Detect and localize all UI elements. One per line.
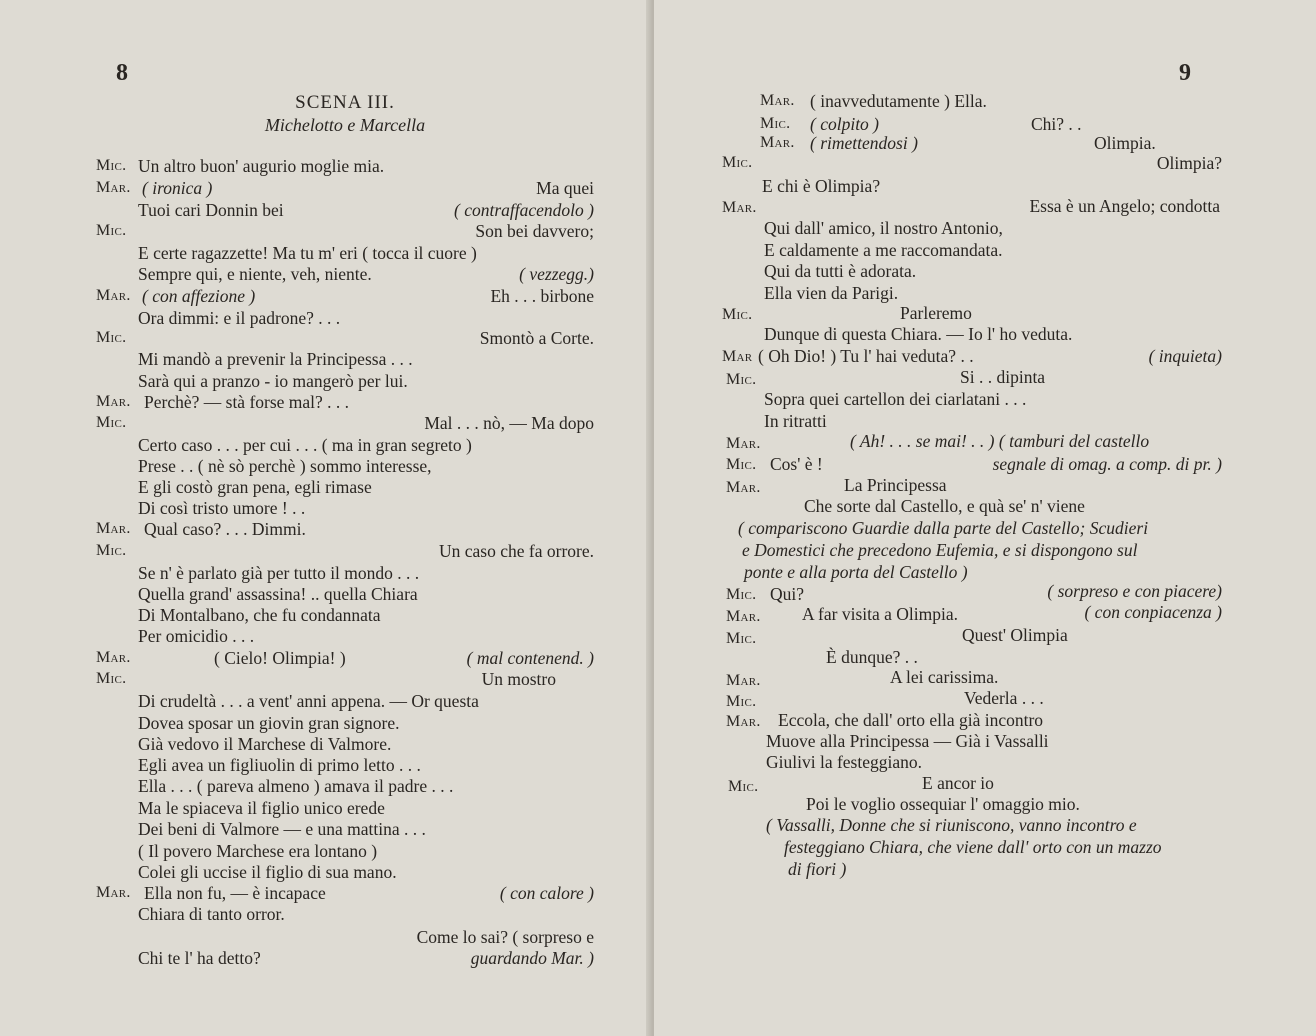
stage-direction: ( con conpiacenza ) xyxy=(1084,602,1222,622)
verse-line: In ritratti xyxy=(764,411,827,431)
verse-line: Chi? . . xyxy=(1031,114,1082,134)
stage-direction: ( sorpreso e con piacere) xyxy=(1047,581,1222,601)
verse-line: È dunque? . . xyxy=(826,647,918,667)
verse-line: Quest' Olimpia xyxy=(962,625,1068,645)
stage-direction: segnale di omag. a comp. di pr. ) xyxy=(992,454,1222,474)
stage-direction: ( Vassalli, Donne che si riuniscono, vanno incontro e xyxy=(766,815,1137,835)
speaker: Mic. xyxy=(760,115,791,132)
speaker: Mar. xyxy=(760,134,795,151)
verse-line: Eh . . . birbone xyxy=(490,286,594,306)
speaker: Mar. xyxy=(96,287,131,304)
stage-direction: ( Ah! . . . se mai! . . ) ( tamburi del castello xyxy=(850,431,1150,451)
verse-line: Cos' è ! xyxy=(770,454,823,474)
verse-line: Già vedovo il Marchese di Valmore. xyxy=(138,734,392,754)
speaker: Mar. xyxy=(96,649,131,666)
verse-line: Qui da tutti è adorata. xyxy=(764,261,917,281)
speaker: Mic. xyxy=(726,630,757,647)
verse-line: Ella non fu, — è incapace xyxy=(144,883,326,903)
speaker: Mic. xyxy=(726,371,757,388)
stage-direction: e Domestici che precedono Eufemia, e si dispongono sul xyxy=(742,540,1138,560)
speaker: Mar xyxy=(722,348,753,365)
stage-direction: ( con affezione ) xyxy=(142,286,256,306)
verse-line: Smontò a Corte. xyxy=(479,328,594,348)
speaker: Mic. xyxy=(726,586,757,603)
page-number: 9 xyxy=(1179,60,1191,86)
verse-line: Olimpia? xyxy=(1156,153,1222,173)
stage-direction: di fiori ) xyxy=(788,859,847,879)
verse-line: Di Montalbano, che fu condannata xyxy=(138,605,381,625)
stage-direction: ( compariscono Guardie dalla parte del Castello; Scudieri xyxy=(738,518,1149,538)
verse-line: Qui? xyxy=(770,584,805,604)
scene-title: SCENA III. xyxy=(295,92,395,113)
verse-line: Muove alla Principessa — Già i Vassalli xyxy=(766,731,1049,751)
speaker: Mar. xyxy=(96,884,131,901)
stage-direction: ponte e alla porta del Castello ) xyxy=(744,562,968,582)
stage-direction: ( vezzegg.) xyxy=(519,264,594,284)
verse-line: ( inavvedutamente ) Ella. xyxy=(810,91,987,111)
stage-direction: ( inquieta) xyxy=(1148,346,1222,366)
stage-direction: ( contraffacendolo ) xyxy=(454,200,594,220)
speaker: Mar. xyxy=(726,672,761,689)
speaker: Mar. xyxy=(726,435,761,452)
verse-line: Sempre qui, e niente, veh, niente. xyxy=(138,264,372,284)
verse-line: A far visita a Olimpia. xyxy=(802,604,959,624)
verse-line: Ma le spiaceva il figlio unico erede xyxy=(138,798,385,818)
verse-line: Prese . . ( nè sò perchè ) sommo interesse, xyxy=(138,456,432,476)
verse-line: Un caso che fa orrore. xyxy=(439,541,594,561)
verse-line: Essa è un Angelo; condotta xyxy=(1029,196,1220,216)
verse-line: Un altro buon' augurio moglie mia. xyxy=(138,156,385,176)
scene-subtitle: Michelotto e Marcella xyxy=(264,115,426,135)
speaker: Mic. xyxy=(96,329,127,346)
verse-line: Qui dall' amico, il nostro Antonio, xyxy=(764,218,1003,238)
verse-line: Colei gli uccise il figlio di sua mano. xyxy=(138,862,397,882)
verse-line: ( Il povero Marchese era lontano ) xyxy=(138,841,378,861)
verse-line: E gli costò gran pena, egli rimase xyxy=(138,477,372,497)
verse-line: E chi è Olimpia? xyxy=(762,176,881,196)
stage-direction: ( colpito ) xyxy=(810,114,880,134)
verse-line: Ora dimmi: e il padrone? . . . xyxy=(138,308,341,328)
speaker: Mic. xyxy=(96,670,127,687)
speaker: Mar. xyxy=(760,92,795,109)
verse-line: Mal . . . nò, — Ma dopo xyxy=(424,413,594,433)
verse-line: Mi mandò a prevenir la Principessa . . . xyxy=(138,349,413,369)
verse-line: Quella grand' assassina! .. quella Chiara xyxy=(138,584,418,604)
verse-line: Parleremo xyxy=(900,303,972,323)
right-page xyxy=(654,0,1316,1036)
verse-line: Ma quei xyxy=(536,178,594,198)
verse-line: Dei beni di Valmore — e una mattina . . . xyxy=(138,819,426,839)
speaker: Mic. xyxy=(726,456,757,473)
speaker: Mic. xyxy=(722,306,753,323)
verse-line: ( Cielo! Olimpia! ) xyxy=(214,648,346,668)
verse-line: Perchè? — stà forse mal? . . . xyxy=(144,392,350,412)
verse-line: Son bei davvero; xyxy=(475,221,594,241)
verse-line: Ella vien da Parigi. xyxy=(764,283,899,303)
verse-line: E certe ragazzette! Ma tu m' eri ( tocca il cuore ) xyxy=(138,243,477,263)
verse-line: Come lo sai? ( sorpreso e xyxy=(416,927,594,947)
verse-line: Sopra quei cartellon dei ciarlatani . . . xyxy=(764,389,1027,409)
speaker: Mar. xyxy=(96,520,131,537)
verse-line: Si . . dipinta xyxy=(960,367,1046,387)
stage-direction: guardando Mar. ) xyxy=(470,948,594,968)
speaker: Mar. xyxy=(726,713,761,730)
speaker: Mar. xyxy=(722,199,757,216)
verse-line: Certo caso . . . per cui . . . ( ma in gran segreto ) xyxy=(138,435,472,455)
speaker: Mic. xyxy=(726,693,757,710)
speaker: Mar. xyxy=(726,608,761,625)
verse-line: Per omicidio . . . xyxy=(138,626,255,646)
verse-line: Egli avea un figliuolin di primo letto . . . xyxy=(138,755,421,775)
verse-line: ( Oh Dio! ) Tu l' hai veduta? . . xyxy=(758,346,974,366)
verse-line: Ella . . . ( pareva almeno ) amava il padre . . . xyxy=(138,776,454,796)
verse-line: Dovea sposar un giovin gran signore. xyxy=(138,713,400,733)
speaker: Mic. xyxy=(96,157,127,174)
verse-line: Che sorte dal Castello, e quà se' n' viene xyxy=(804,496,1085,516)
speaker: Mic. xyxy=(96,542,127,559)
speaker: Mar. xyxy=(96,393,131,410)
stage-direction: ( ironica ) xyxy=(142,178,213,198)
speaker: Mic. xyxy=(722,154,753,171)
verse-line: Se n' è parlato già per tutto il mondo . . . xyxy=(138,563,420,583)
page-number: 8 xyxy=(116,60,128,86)
speaker: Mic. xyxy=(728,778,759,795)
verse-line: Tuoi cari Donnin bei xyxy=(138,200,284,220)
verse-line: A lei carissima. xyxy=(890,667,999,687)
left-page xyxy=(0,0,650,1036)
verse-line: Di così tristo umore ! . . xyxy=(138,498,306,518)
verse-line: Di crudeltà . . . a vent' anni appena. — Or questa xyxy=(138,691,479,711)
verse-line: Chi te l' ha detto? xyxy=(138,948,261,968)
verse-line: E caldamente a me raccomandata. xyxy=(764,240,1003,260)
verse-line: La Principessa xyxy=(844,475,947,495)
verse-line: Dunque di questa Chiara. — Io l' ho veduta. xyxy=(764,324,1073,344)
stage-direction: ( con calore ) xyxy=(499,883,594,903)
verse-line: Giulivi la festeggiano. xyxy=(766,752,923,772)
speaker: Mar. xyxy=(96,179,131,196)
verse-line: Olimpia. xyxy=(1094,133,1156,153)
verse-line: Sarà qui a pranzo - io mangerò per lui. xyxy=(138,371,408,391)
verse-line: Vederla . . . xyxy=(964,688,1044,708)
verse-line: Chiara di tanto orror. xyxy=(138,904,285,924)
speaker: Mic. xyxy=(96,222,127,239)
verse-line: E ancor io xyxy=(922,773,994,793)
stage-direction: ( mal contenend. ) xyxy=(466,648,594,668)
verse-line: Qual caso? . . . Dimmi. xyxy=(144,519,306,539)
verse-line: Un mostro xyxy=(481,669,556,689)
verse-line: Eccola, che dall' orto ella già incontro xyxy=(778,710,1044,730)
stage-direction: ( rimettendosi ) xyxy=(810,133,918,153)
verse-line: Poi le voglio ossequiar l' omaggio mio. xyxy=(806,794,1080,814)
speaker: Mar. xyxy=(726,479,761,496)
speaker: Mic. xyxy=(96,414,127,431)
stage-direction: festeggiano Chiara, che viene dall' orto con un mazzo xyxy=(784,837,1162,857)
